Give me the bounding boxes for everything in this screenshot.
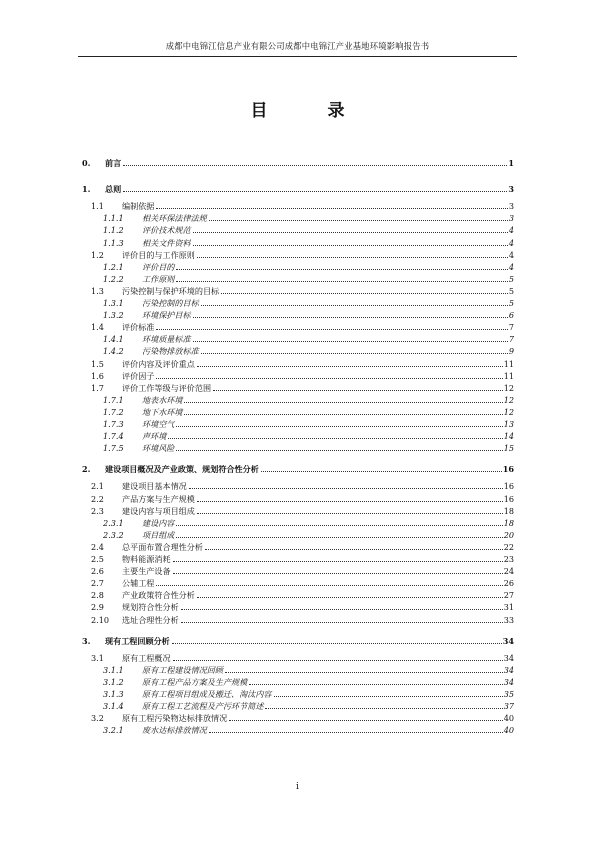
toc-dot-leader (261, 471, 502, 472)
toc-dot-leader (176, 537, 503, 538)
toc-entry-title: 物料能源消耗 (122, 554, 171, 564)
toc-entry[interactable] (82, 430, 514, 442)
toc-dot-leader (221, 293, 508, 294)
toc-dot-leader (173, 561, 503, 562)
toc-entry[interactable] (82, 382, 514, 394)
toc-entry-number: 3.1.1 (103, 664, 124, 675)
toc-dot-leader (209, 732, 503, 733)
toc-entry-page: 4 (508, 249, 514, 260)
toc-entry-title: 原有工程产品方案及生产规模 (142, 676, 248, 687)
toc-entry-title: 地下水环境 (142, 406, 183, 417)
toc-dot-leader (156, 208, 508, 209)
toc-entry-page: 4 (508, 237, 514, 248)
toc-entry[interactable] (82, 249, 514, 261)
toc-entry-page: 34 (502, 635, 514, 646)
toc-entry[interactable] (82, 541, 514, 553)
toc-entry-page: 40 (503, 725, 514, 736)
toc-entry-title: 建设项目概况及产业政策、规划符合性分析 (105, 464, 259, 475)
toc-entry-number: 1.1.1 (103, 213, 124, 224)
toc-entry-title: 声环境 (142, 431, 167, 442)
toc-entry-title: 总平面布置合理性分析 (122, 541, 203, 552)
toc-entry-number: 2.5 (91, 554, 104, 564)
toc-dot-leader (193, 317, 508, 318)
toc-entry-number: 2.7 (91, 578, 104, 589)
toc-entry-title: 主要生产设备 (122, 566, 171, 577)
toc-dot-leader (173, 660, 503, 661)
toc-dot-leader (205, 549, 503, 550)
toc-entry-number: 1.3.1 (103, 298, 124, 308)
toc-entry[interactable] (82, 652, 514, 664)
toc-entry-number: 1.6 (91, 370, 104, 381)
toc-entry-title: 现有工程回顾分析 (105, 635, 170, 646)
toc-entry[interactable] (82, 309, 514, 321)
toc-entry-number: 2.10 (91, 614, 110, 625)
toc-entry[interactable] (82, 480, 514, 492)
toc-entry-page: 7 (508, 334, 514, 345)
toc-entry-page: 11 (503, 370, 514, 381)
toc-entry-number: 1.3.2 (103, 310, 124, 321)
toc-entry-page: 33 (503, 614, 514, 625)
toc-entry-number: 2.8 (91, 590, 104, 601)
toc-entry[interactable] (82, 589, 514, 601)
toc-entry[interactable] (82, 724, 514, 736)
toc-entry-page: 34 (503, 664, 514, 675)
toc-entry-page: 14 (503, 431, 514, 442)
toc-entry-number: 2.6 (91, 566, 104, 577)
toc-entry[interactable] (82, 635, 514, 647)
toc-entry-title: 建设内容与项目组成 (122, 505, 195, 516)
toc-entry[interactable] (82, 321, 514, 333)
toc-entry[interactable] (82, 297, 514, 309)
toc-dot-leader (184, 402, 503, 403)
toc-dot-leader (173, 573, 503, 574)
toc-entry-number: 1.7.2 (103, 406, 124, 417)
toc-dot-leader (265, 708, 503, 709)
toc-entry[interactable] (82, 529, 514, 541)
toc-dot-leader (249, 684, 503, 685)
toc-entry-number: 1.1.3 (103, 237, 124, 248)
toc-entry-number: 1.5 (91, 358, 104, 369)
toc-entry-page: 11 (503, 358, 514, 369)
page-title (0, 96, 595, 121)
toc-entry-number: 2.3 (91, 505, 104, 516)
toc-entry[interactable] (82, 418, 514, 430)
toc-dot-leader (197, 501, 503, 502)
toc-entry-page: 18 (503, 505, 514, 516)
toc-entry-page: 1 (508, 158, 514, 168)
toc-dot-leader (181, 622, 503, 623)
toc-entry-number: 3.2.1 (103, 725, 124, 736)
toc-entry-title: 原有工程项目组成及搬迁、淘汰内容 (142, 689, 272, 699)
toc-entry-page: 18 (503, 517, 514, 528)
toc-dot-leader (197, 257, 508, 258)
toc-entry[interactable] (82, 285, 514, 297)
toc-entry[interactable] (82, 394, 514, 406)
toc-entry-title: 建设内容 (142, 517, 175, 528)
toc-dot-leader (209, 220, 508, 221)
toc-entry[interactable] (82, 370, 514, 382)
toc-entry-number: 1.1 (91, 201, 104, 212)
toc-entry-title: 原有工程概况 (122, 652, 171, 663)
toc-entry-title: 编制依据 (122, 201, 155, 212)
toc-entry-page: 3 (508, 213, 514, 224)
toc-entry-page: 31 (503, 602, 514, 613)
toc-entry[interactable] (82, 601, 514, 613)
toc-entry-title: 公辅工程 (122, 578, 155, 589)
toc-entry-number: 2.1 (91, 481, 104, 492)
toc-entry[interactable] (82, 183, 514, 195)
toc-entry-number: 2.4 (91, 541, 104, 552)
toc-entry-title: 原有工程建设情况回顾 (142, 664, 223, 675)
running-header: 成都中电锦江信息产业有限公司成都中电锦江产业基地环境影响报告书 (78, 40, 517, 57)
toc-entry[interactable] (82, 261, 514, 273)
toc-entry-page: 5 (508, 273, 514, 284)
toc-entry-number: 2.3.1 (103, 517, 124, 528)
toc-entry-title: 产品方案与生产规模 (122, 493, 195, 504)
toc-entry-page: 16 (503, 493, 514, 504)
toc-dot-leader (172, 643, 502, 644)
toc-entry-number: 0. (82, 158, 91, 168)
toc-dot-leader (193, 245, 508, 246)
toc-entry-number: 1.7.3 (103, 419, 124, 429)
toc-entry-title: 建设项目基本情况 (122, 481, 187, 492)
toc-entry-number: 3.1 (91, 652, 104, 663)
toc-entry-title: 评价内容及评价重点 (122, 358, 195, 369)
toc-entry-title: 废水达标排放情况 (142, 725, 207, 736)
toc-entry-page: 12 (503, 406, 514, 417)
toc-entry-title: 项目组成 (142, 529, 175, 540)
toc-entry-page: 4 (508, 261, 514, 272)
toc-entry[interactable] (82, 273, 514, 285)
toc-entry-number: 1.4 (91, 322, 104, 333)
toc-entry-number: 1.3 (91, 285, 104, 296)
toc-entry-title: 评价目的与工作原则 (122, 249, 195, 260)
toc-entry-page: 40 (503, 713, 514, 724)
toc-entry-number: 2.2 (91, 493, 104, 504)
toc-entry[interactable] (82, 676, 514, 688)
toc-entry-title: 环境质量标准 (142, 334, 191, 345)
toc-entry-page: 20 (503, 529, 514, 540)
toc-entry-page: 34 (503, 676, 514, 687)
toc-entry[interactable] (82, 664, 514, 676)
toc-entry-title: 规划符合性分析 (122, 602, 179, 613)
toc-entry[interactable] (82, 406, 514, 418)
toc-entry[interactable] (82, 517, 514, 529)
toc-entry-title: 产业政策符合性分析 (122, 590, 195, 601)
toc-entry-title: 污染控制与保护环境的目标 (122, 285, 220, 296)
toc-entry-number: 2.9 (91, 602, 104, 613)
toc-entry-page: 4 (508, 225, 514, 236)
toc-entry-title: 污染控制的目标 (142, 298, 199, 308)
title-char-1: 目 (250, 101, 268, 121)
toc-entry-number: 3.2 (91, 713, 104, 724)
toc-entry-number: 1. (82, 184, 91, 195)
toc-entry[interactable] (82, 224, 514, 236)
toc-entry-title: 前言 (105, 158, 122, 168)
toc-entry-title: 环境风险 (142, 443, 175, 454)
toc-entry-page: 5 (508, 285, 514, 296)
toc-entry[interactable] (82, 442, 514, 454)
toc-dot-leader (193, 341, 508, 342)
toc-dot-leader (201, 353, 508, 354)
toc-dot-leader (176, 269, 508, 270)
toc-entry-number: 3. (82, 635, 91, 646)
toc-dot-leader (197, 597, 503, 598)
page-number: i (296, 782, 299, 792)
toc-entry-page: 26 (503, 578, 514, 589)
toc-dot-leader (156, 378, 503, 379)
toc-entry-title: 工作原则 (142, 273, 175, 284)
toc-entry-number: 1.2 (91, 249, 104, 260)
toc-entry[interactable] (82, 553, 514, 565)
toc-entry-number: 3.1.2 (103, 676, 124, 687)
toc-dot-leader (274, 696, 503, 697)
toc-entry-page: 27 (503, 590, 514, 601)
toc-entry-title: 评价工作等级与评价范围 (122, 382, 212, 393)
toc-entry[interactable] (82, 237, 514, 249)
toc-entry[interactable] (82, 505, 514, 517)
toc-entry-number: 2. (82, 464, 91, 475)
toc-entry-title: 相关环保法律法规 (142, 213, 207, 224)
toc-dot-leader (176, 426, 503, 427)
toc-dot-leader (213, 390, 503, 391)
toc-entry[interactable] (82, 212, 514, 224)
toc-entry-number: 1.4.1 (103, 334, 124, 345)
toc-entry-page: 22 (503, 541, 514, 552)
toc-entry-number: 1.7.1 (103, 394, 124, 405)
toc-entry-page: 16 (503, 481, 514, 492)
toc-dot-leader (225, 672, 503, 673)
toc-dot-leader (168, 438, 503, 439)
toc-dot-leader (123, 165, 507, 166)
toc-entry-page: 34 (503, 652, 514, 663)
toc-entry-number: 1.7.4 (103, 431, 124, 442)
toc-entry-number: 3.1.3 (103, 689, 124, 699)
toc-entry[interactable] (82, 200, 514, 212)
toc-entry-title: 选址合理性分析 (122, 614, 179, 625)
toc-entry-title: 环境保护目标 (142, 310, 191, 321)
toc-entry-page: 16 (502, 464, 514, 475)
toc-entry-title: 相关文件资料 (142, 237, 191, 248)
toc-entry-title: 总则 (105, 184, 122, 195)
toc-entry-page: 15 (503, 443, 514, 454)
toc-dot-leader (176, 450, 503, 451)
toc-dot-leader (156, 585, 503, 586)
toc-entry-number: 1.2.1 (103, 261, 124, 272)
toc-entry-title: 评价因子 (122, 370, 155, 381)
title-char-2: 录 (327, 101, 345, 121)
toc-entry[interactable] (82, 700, 514, 712)
toc-entry-title: 污染物排放标准 (142, 346, 199, 357)
toc-entry-title: 原有工程污染物达标排放情况 (122, 713, 228, 724)
toc-dot-leader (123, 191, 507, 192)
toc-entry-title: 环境空气 (142, 419, 175, 429)
toc-dot-leader (229, 720, 503, 721)
toc-dot-leader (176, 525, 503, 526)
toc-entry-page: 23 (503, 554, 514, 564)
toc-entry-number: 1.7.5 (103, 443, 124, 454)
toc-entry[interactable] (82, 712, 514, 724)
toc-entry-page: 37 (503, 701, 514, 712)
toc-dot-leader (189, 488, 503, 489)
toc-entry-page: 35 (503, 689, 514, 699)
toc-dot-leader (181, 609, 503, 610)
toc-entry[interactable] (82, 577, 514, 589)
toc-entry-title: 原有工程工艺流程及产污环节简述 (142, 701, 264, 712)
toc-entry-page: 6 (508, 310, 514, 321)
toc-dot-leader (176, 281, 508, 282)
toc-dot-leader (197, 366, 503, 367)
toc-entry[interactable] (82, 688, 514, 700)
toc-entry-page: 24 (503, 566, 514, 577)
toc-entry-page: 9 (508, 346, 514, 357)
toc-entry[interactable] (82, 345, 514, 357)
toc-entry[interactable] (82, 333, 514, 345)
toc-dot-leader (156, 329, 508, 330)
toc-entry-page: 5 (508, 298, 514, 308)
toc-entry-number: 3.1.4 (103, 701, 124, 712)
toc-entry-title: 评价目的 (142, 261, 175, 272)
toc-entry-title: 评价标准 (122, 322, 155, 333)
toc-dot-leader (193, 232, 508, 233)
toc-entry-number: 1.2.2 (103, 273, 124, 284)
toc-entry[interactable] (82, 157, 514, 169)
toc-entry[interactable] (82, 565, 514, 577)
toc-entry-number: 2.3.2 (103, 529, 124, 540)
toc-entry[interactable] (82, 493, 514, 505)
toc-entry-number: 1.7 (91, 382, 104, 393)
toc-entry-title: 地表水环境 (142, 394, 183, 405)
toc-entry[interactable] (82, 358, 514, 370)
toc-dot-leader (184, 414, 503, 415)
toc-entry[interactable] (82, 614, 514, 626)
toc-entry-page: 7 (508, 322, 514, 333)
toc-entry-page: 3 (508, 184, 514, 195)
toc-entry-page: 12 (503, 382, 514, 393)
toc-entry-number: 1.1.2 (103, 225, 124, 236)
toc-entry-page: 13 (503, 419, 514, 429)
toc-entry-page: 12 (503, 394, 514, 405)
toc-dot-leader (197, 513, 503, 514)
toc-dot-leader (201, 305, 508, 306)
toc-entry-number: 1.4.2 (103, 346, 124, 357)
toc-entry-page: 3 (508, 201, 514, 212)
toc-entry-title: 评价技术规范 (142, 225, 191, 236)
toc-entry[interactable] (82, 463, 514, 475)
